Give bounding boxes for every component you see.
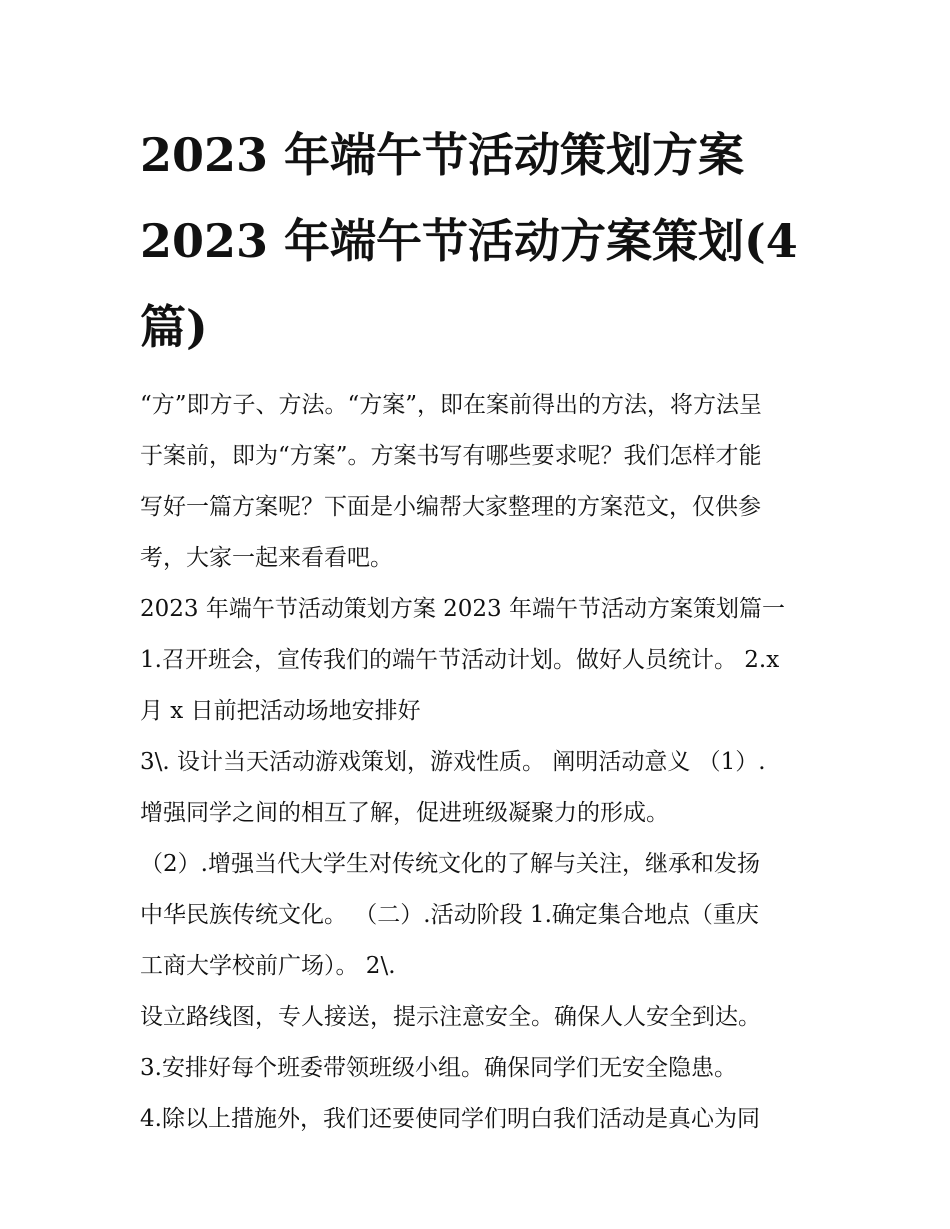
text-line: 于案前，即为“方案”。方案书写有哪些要求呢？我们怎样才能	[140, 443, 762, 469]
text-line: “方”即方子、方法。“方案”，即在案前得出的方法，将方法呈	[140, 392, 763, 418]
text-line: 中华民族传统文化。 （二）.活动阶段 1.确定集合地点（重庆	[140, 902, 759, 928]
text-line: （2）.增强当代大学生对传统文化的了解与关注，继承和发扬	[140, 851, 760, 877]
title-line: 2023 年端午节活动方案策划(4	[140, 214, 798, 268]
text-line: 月 x 日前把活动场地安排好	[140, 698, 421, 724]
text-line: 写好一篇方案呢？下面是小编帮大家整理的方案范文，仅供参	[140, 494, 761, 520]
document-page	[140, 112, 820, 1145]
text-line: 增强同学之间的相互了解，促进班级凝聚力的形成。	[140, 800, 669, 826]
title-line: 篇)	[140, 300, 208, 354]
text-line: 设立路线图，专人接送，提示注意安全。确保人人安全到达。	[140, 1004, 761, 1030]
text-line: 工商大学校前广场）。 2\.	[140, 953, 396, 979]
title-line: 2023 年端午节活动策划方案	[140, 128, 745, 182]
text-line: 1.召开班会，宣传我们的端午节活动计划。做好人员统计。 2.x	[140, 647, 780, 673]
document-body	[140, 380, 820, 1145]
document-title	[140, 112, 820, 370]
text-line: 3\. 设计当天活动游戏策划，游戏性质。 阐明活动意义 （1）.	[140, 749, 766, 775]
text-line: 考，大家一起来看看吧。	[140, 545, 393, 571]
text-line: 3.安排好每个班委带领班级小组。确保同学们无安全隐患。	[140, 1055, 737, 1081]
text-line: 4.除以上措施外，我们还要使同学们明白我们活动是真心为同	[140, 1106, 760, 1132]
section-heading: 2023 年端午节活动策划方案 2023 年端午节活动方案策划篇一	[140, 596, 785, 622]
